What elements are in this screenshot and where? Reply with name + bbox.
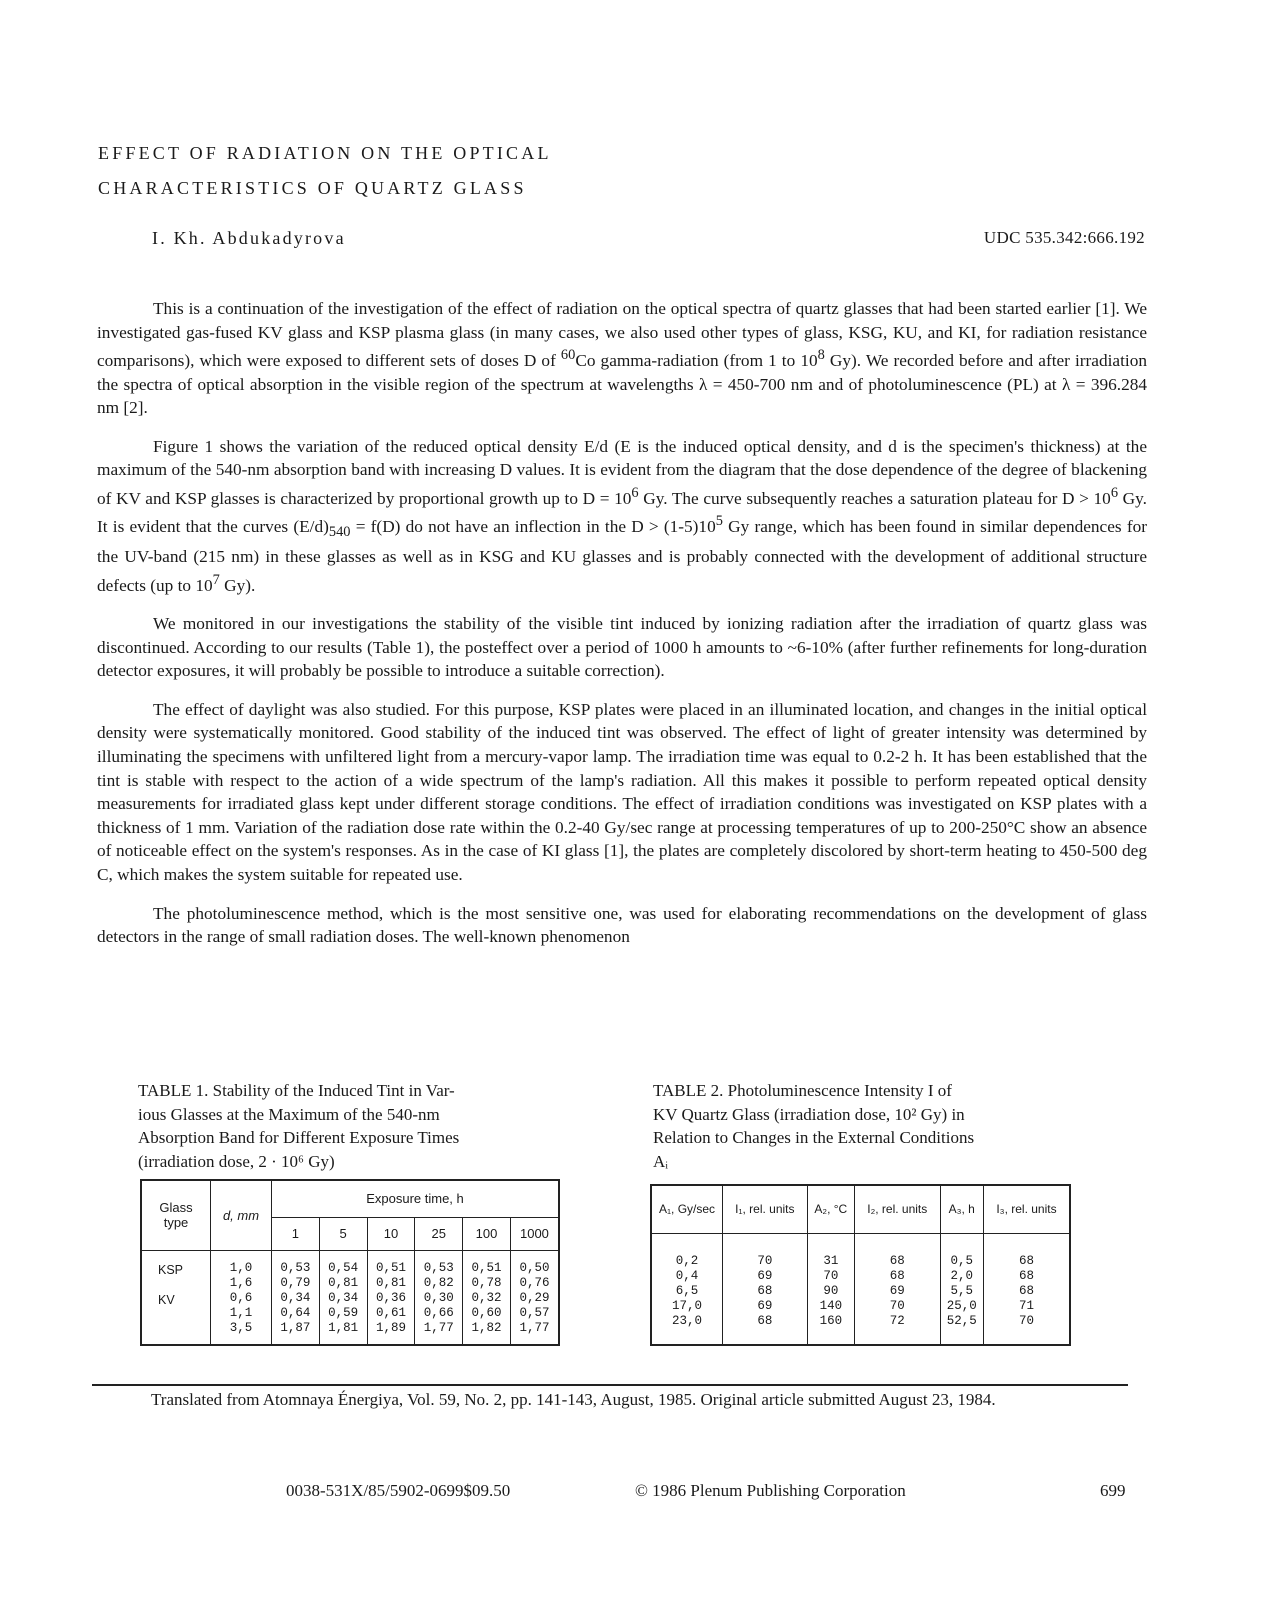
table1-cell: 0,36 [375, 1290, 406, 1305]
table1-cell: 0,82 [423, 1275, 454, 1290]
table1-cell: 0,81 [375, 1275, 406, 1290]
translation-footnote: Translated from Atomnaya Énergiya, Vol. 59, No. 2, pp. 141-143, August, 1985. Original article submitted August 23, 1984. [151, 1390, 996, 1409]
table2 [650, 1184, 1071, 1346]
table1-header-glass-type: Glass type [141, 1180, 211, 1250]
table1-glass-type: KV [158, 1292, 175, 1307]
table1-header-exposure-time: Exposure time, h [272, 1180, 560, 1217]
table2-cell: 68 [757, 1283, 773, 1298]
table1-cell: 0,6 [229, 1290, 253, 1305]
table1-cell: 1,6 [229, 1275, 253, 1290]
publication-code: 0038-531X/85/5902-0699$09.50 [286, 1481, 511, 1500]
copyright-notice: © 1986 Plenum Publishing Corporation [635, 1481, 906, 1500]
table1-cell: 0,76 [519, 1275, 550, 1290]
table1-exposure-time: 5 [319, 1217, 367, 1250]
table2-cell: 68 [889, 1253, 905, 1268]
table2-cell: 68 [1018, 1283, 1034, 1298]
table2-cell: 0,5 [950, 1253, 973, 1268]
table1-glass-type-cell [141, 1250, 211, 1345]
table2-cell: 6,5 [675, 1283, 699, 1298]
table2-cell: 69 [889, 1283, 905, 1298]
paragraph-3: We monitored in our investigations the stability of the visible tint induced by ionizing radiation after the irradiation of quartz glass was discontinued. According to our results (Table 1), the posteffect over a period of 1000 h amounts to ~6-10% (after further refinements for long-duration detector exposures, it will probably be possible to introduce a suitable correction). [97, 614, 1147, 681]
table1-exposure-time: 25 [415, 1217, 463, 1250]
table2-cell: 2,0 [950, 1268, 973, 1283]
table1-cell: 0,50 [519, 1260, 550, 1275]
table2-cell: 68 [1018, 1268, 1034, 1283]
table1-cell: 0,59 [328, 1306, 359, 1321]
table2-column-a3 [940, 1233, 983, 1345]
table2-cell: 70 [889, 1299, 905, 1314]
article-body [97, 297, 1147, 964]
paragraph-2: Figure 1 shows the variation of the reduced optical density E/d (E is the induced optical density, and d is the specimen's thickness) at the maximum of the 540-nm absorption band with increasing D values. It is evident from the diagram that the dose dependence of the degree of blackening of KV and KSP glasses is characterized by proportional growth up to $D = 10^6$ Gy. The curve subsequently reaches a saturation plateau for $D > 10^6$ Gy. It is evident that the curves $(E/d)_{540} = f(D)$ do not have an inflection in the $D > (1-5)10^5$ Gy range, which has been found in similar dependences for the UV-band (215 nm) in these glasses as well as in KSG and KU glasses and is probably connected with the development of additional structure defects (up to $10^7$ Gy). [97, 436, 1147, 595]
table1-glass-type: KSP [158, 1262, 184, 1277]
table2-column-i2 [855, 1233, 941, 1345]
table1-container [140, 1179, 560, 1346]
table1-cell: 0,60 [471, 1306, 502, 1321]
table1-cell: 0,66 [423, 1306, 454, 1321]
table1-cell: 0,81 [328, 1275, 359, 1290]
table2-cell: 71 [1018, 1299, 1034, 1314]
table1-cell: 0,53 [280, 1260, 311, 1275]
table1-cell: 0,34 [328, 1290, 359, 1305]
table2-cell: 69 [757, 1268, 773, 1283]
paragraph-1: This is a continuation of the investigation of the effect of radiation on the optical spectra of quartz glasses that had been started earlier [1]. We investigated gas-fused KV glass and KSP plasma glass (in many cases, we also used other types of glass, KSG, KU, and KI, for radiation resistance comparisons), which were exposed to different sets of doses D of $^{60}$Co gamma-radiation (from 1 to $10^8$ Gy). We recorded before and after irradiation the spectra of optical absorption in the visible region of the spectrum at wavelengths λ = 450-700 nm and of photoluminescence (PL) at λ = 396.284 nm [2]. [97, 299, 1147, 418]
table2-container [650, 1184, 1071, 1346]
table1-cell: 1,77 [423, 1321, 454, 1336]
table2-cell: 0,2 [675, 1253, 699, 1268]
table2-header: I₃, rel. units [983, 1185, 1070, 1233]
table1-exposure-time: 10 [367, 1217, 415, 1250]
table1-cell: 0,79 [280, 1275, 311, 1290]
table2-cell: 160 [819, 1314, 843, 1329]
table1-exposure-time: 1000 [510, 1217, 559, 1250]
table2-cell: 52,5 [946, 1314, 977, 1329]
table2-cell: 69 [757, 1299, 773, 1314]
table1-cell: 1,82 [471, 1321, 502, 1336]
table1-cell: 0,51 [375, 1260, 406, 1275]
table2-cell: 68 [757, 1314, 773, 1329]
table1 [140, 1179, 560, 1346]
table1-cell: 0,30 [423, 1290, 454, 1305]
table1-exposure-time: 1 [272, 1217, 320, 1250]
table1-cell: 1,87 [280, 1321, 311, 1336]
table1-cell: 1,1 [229, 1306, 253, 1321]
table1-column-1h [272, 1250, 320, 1345]
paragraph-5: The photoluminescence method, which is the most sensitive one, was used for elaborating recommendations on the development of glass detectors in the range of small radiation doses. The well-known phenomenon [97, 903, 1147, 947]
table1-cell: 0,51 [471, 1260, 502, 1275]
table2-cell: 70 [1018, 1314, 1034, 1329]
table1-cell: 0,53 [423, 1260, 454, 1275]
table1-cell: 0,29 [519, 1290, 550, 1305]
table1-cell: 1,89 [375, 1321, 406, 1336]
table1-cell: 0,64 [280, 1306, 311, 1321]
table2-cell: 70 [823, 1268, 839, 1283]
table2-column-i1 [723, 1233, 808, 1345]
table1-column-10h [367, 1250, 415, 1345]
article-title-line-2: CHARACTERISTICS OF QUARTZ GLASS [98, 178, 527, 198]
table2-cell: 70 [757, 1253, 773, 1268]
table1-caption: TABLE 1. Stability of the Induced Tint in Var- ious Glasses at the Maximum of the 540-nm Absorption Band for Different Exposure Times (irradiation dose, 2 · 10⁶ Gy) [138, 1081, 460, 1171]
table2-cell: 68 [889, 1268, 905, 1283]
table1-cell: 0,32 [471, 1290, 502, 1305]
table1-cell: 0,54 [328, 1260, 359, 1275]
table2-cell: 140 [819, 1299, 843, 1314]
table1-cell: 0,78 [471, 1275, 502, 1290]
table2-header: I₂, rel. units [855, 1185, 941, 1233]
table1-d-column [211, 1250, 272, 1345]
table2-header: A₁, Gy/sec [651, 1185, 723, 1233]
table1-column-100h [463, 1250, 511, 1345]
table2-cell: 23,0 [671, 1314, 702, 1329]
table2-header: A₂, °C [807, 1185, 854, 1233]
author: I. Kh. Abdukadyrova [152, 228, 346, 248]
table1-cell: 0,61 [375, 1306, 406, 1321]
table2-column-i3 [983, 1233, 1070, 1345]
table1-column-5h [319, 1250, 367, 1345]
table1-exposure-time: 100 [463, 1217, 511, 1250]
table1-cell: 1,77 [519, 1321, 550, 1336]
footnote-divider [92, 1384, 1128, 1386]
table2-caption: TABLE 2. Photoluminescence Intensity I of KV Quartz Glass (irradiation dose, 10² Gy) in Relation to Changes in the External Conditions Aᵢ [653, 1081, 975, 1171]
table1-cell: 3,5 [229, 1321, 253, 1336]
article-title-line-1: EFFECT OF RADIATION ON THE OPTICAL [98, 143, 552, 163]
table2-cell: 17,0 [671, 1299, 702, 1314]
table2-header: I₁, rel. units [723, 1185, 808, 1233]
table2-cell: 68 [1018, 1253, 1034, 1268]
table1-cell: 1,0 [229, 1260, 253, 1275]
table2-column-a1 [651, 1233, 723, 1345]
page-number: 699 [1100, 1481, 1126, 1500]
table2-cell: 31 [823, 1253, 839, 1268]
table1-header-d-mm: d, mm [211, 1180, 272, 1250]
table1-cell: 0,34 [280, 1290, 311, 1305]
table1-cell: 1,81 [328, 1321, 359, 1336]
table2-column-a2 [807, 1233, 854, 1345]
table2-cell: 72 [889, 1314, 905, 1329]
table1-column-1000h [510, 1250, 559, 1345]
udc-code: UDC 535.342:666.192 [983, 228, 1145, 247]
table2-cell: 5,5 [950, 1283, 973, 1298]
table2-header: A₃, h [940, 1185, 983, 1233]
table2-cell: 25,0 [946, 1299, 977, 1314]
table2-cell: 90 [823, 1283, 839, 1298]
table1-cell: 0,57 [519, 1306, 550, 1321]
table2-cell: 0,4 [675, 1268, 699, 1283]
paragraph-4: The effect of daylight was also studied. For this purpose, KSP plates were placed in an illuminated location, and changes in the initial optical density were systematically monitored. Good stability of the induced tint was observed. The effect of light of greater intensity was determined by illuminating the specimens with unfiltered light from a mercury-vapor lamp. The irradiation time was equal to 0.2-2 h. It has been established that the tint is stable with respect to the action of a wide spectrum of the lamp's radiation. All this makes it possible to perform repeated optical density measurements for irradiated glass kept under different storage conditions. The effect of irradiation conditions was investigated on KSP plates with a thickness of 1 mm. Variation of the radiation dose rate within the 0.2-40 Gy/sec range at processing temperatures of up to 200-250°C show an absence of noticeable effect on the system's responses. As in the case of KI glass [1], the plates are completely discolored by short-term heating to 450-500 deg C, which makes the system suitable for repeated use. [97, 699, 1147, 884]
table1-column-25h [415, 1250, 463, 1345]
